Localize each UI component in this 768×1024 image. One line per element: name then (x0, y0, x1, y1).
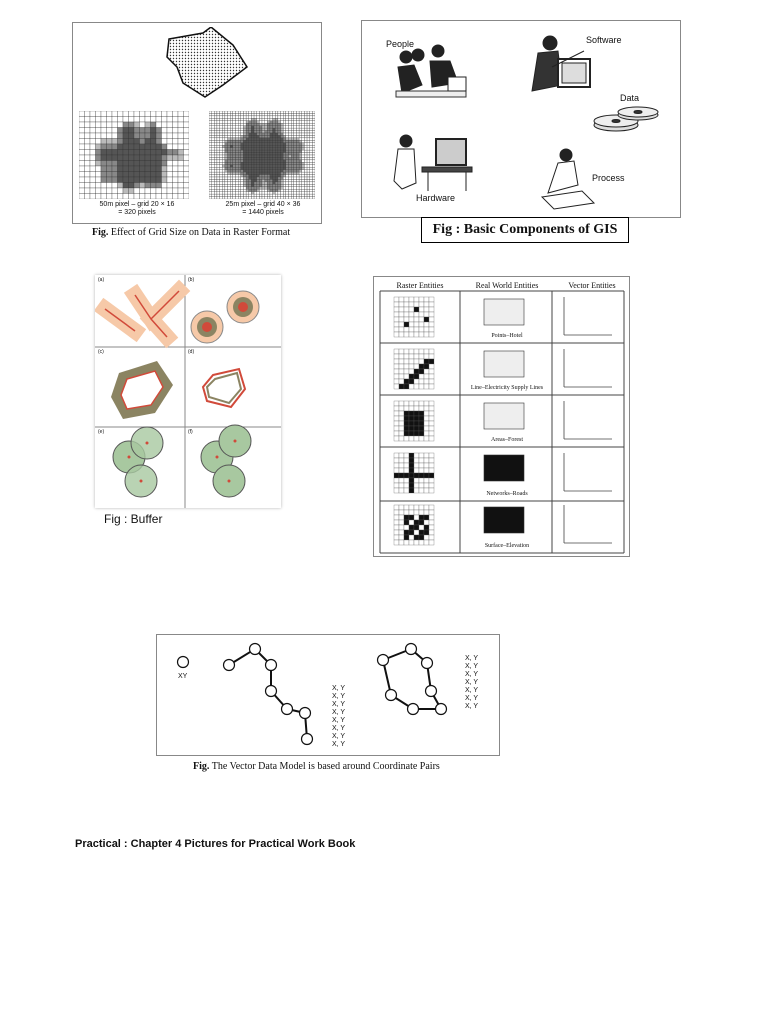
software-illustration (532, 36, 590, 91)
row-label-surface: Surface–Elevation (484, 543, 530, 549)
vector-model-illustration (157, 635, 499, 755)
gis-components-caption: Fig : Basic Components of GIS (421, 217, 629, 243)
data-label: Data (620, 93, 640, 103)
polygon-outer-buffer-panel (111, 361, 173, 419)
vector-entities-header: Vector Entities (568, 281, 616, 290)
row-label-areas: Areas–Forest (491, 437, 523, 443)
row-label-lines: Line–Electricity Supply Lines (470, 385, 544, 391)
vector-model-caption: Fig. The Vector Data Model is based around Coordinate Pairs (193, 761, 440, 772)
polygon-inner-buffer-panel (203, 369, 245, 407)
gis-components-figure (361, 20, 681, 218)
raster-grid-figure (72, 22, 322, 224)
polygon-coord-list: X, Y X, Y X, Y X, Y X, Y X, Y X, Y (465, 655, 479, 710)
raster-entities-header: Raster Entities (396, 281, 444, 290)
row-label-points: Points–Hotel (491, 333, 523, 339)
panel-c-label: (c) (98, 349, 104, 355)
row-label-networks: Networks–Roads (486, 491, 528, 497)
people-label: People (386, 39, 415, 49)
point-coord-label: XY (178, 673, 188, 680)
buffer-figure (95, 275, 281, 508)
overlapping-buffer-panel (113, 427, 163, 497)
fine-raster-grid (209, 111, 315, 199)
real-world-entities-header: Real World Entities (475, 281, 539, 290)
panel-b-label: (b) (188, 277, 195, 283)
coarse-grid-label: 50m pixel – grid 20 × 16 = 320 pixels (99, 201, 175, 216)
line-buffer-panel (105, 291, 179, 337)
vector-model-figure (156, 634, 500, 756)
software-label: Software (586, 35, 622, 45)
panel-a-label: (a) (98, 277, 105, 283)
coarse-raster-grid (79, 111, 189, 199)
data-disks-illustration (594, 107, 658, 131)
line-coord-list: X, Y X, Y X, Y X, Y X, Y X, Y X, Y X, Y (332, 685, 346, 748)
point-ring-buffer-panel (191, 291, 259, 343)
process-label: Process (592, 173, 625, 183)
dissolved-buffer-panel (201, 425, 251, 497)
buffer-illustrations (95, 275, 281, 508)
panel-e-label: (e) (98, 429, 105, 435)
hardware-label: Hardware (416, 193, 456, 203)
raster-figure-caption: Fig. Effect of Grid Size on Data in Raster Format (92, 227, 291, 238)
people-illustration (396, 45, 466, 97)
hardware-illustration (394, 135, 472, 191)
parcel-map-image (163, 27, 253, 107)
practical-title: Practical : Chapter 4 Pictures for Practical Work Book (75, 838, 356, 850)
panel-d-label: (d) (188, 349, 195, 355)
process-illustration (542, 149, 594, 209)
entities-table-figure (373, 276, 630, 557)
entities-table-grid (374, 277, 629, 556)
point-feature (178, 657, 189, 668)
buffer-caption: Fig : Buffer (104, 512, 163, 526)
fine-grid-label: 25m pixel – grid 40 × 36 = 1440 pixels (225, 201, 301, 216)
gis-components-illustration (362, 21, 680, 217)
panel-f-label: (f) (188, 429, 193, 435)
line-vertices (224, 644, 313, 745)
